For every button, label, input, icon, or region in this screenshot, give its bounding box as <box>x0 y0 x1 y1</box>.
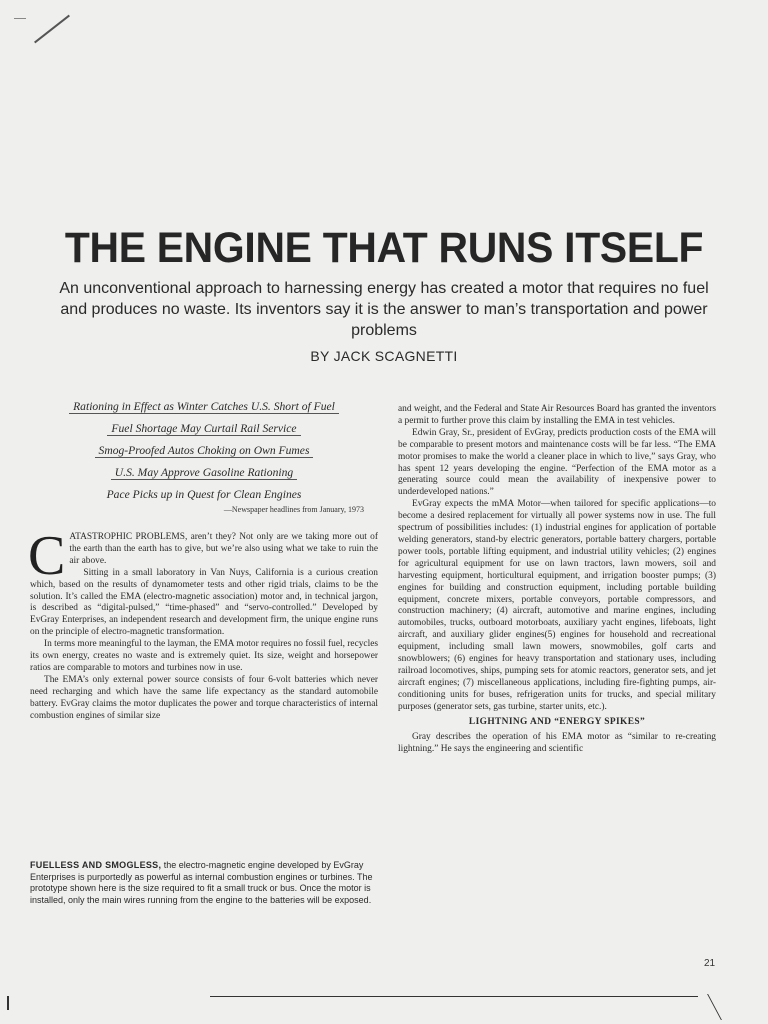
paragraph: The EMA’s only external power source consists of four 6-volt batteries which never need recharging and which have the same life expectancy as the standard automobile battery. EvGray claims the motor duplicates the power and torque characteristics of internal combustion engines of similar size <box>30 674 378 721</box>
paragraph: and weight, and the Federal and State Air Resources Board has granted the inventors a permit to further prove this claim by installing the EMA in test vehicles. <box>398 404 716 426</box>
section-subhead: LIGHTNING AND “ENERGY SPIKES” <box>468 716 646 727</box>
drop-cap: C <box>28 525 66 587</box>
right-column <box>398 404 716 756</box>
article-subtitle: An unconventional approach to harnessing energy has created a motor that requires no fuel and produces no waste. Its inventors say it is the answer to man’s transportation and power problems <box>59 280 709 339</box>
caption-lead: FUELLESS AND SMOGLESS, <box>30 860 162 870</box>
headline-item: U.S. May Approve Gasoline Rationing <box>30 462 378 484</box>
left-column <box>30 396 378 723</box>
paragraph: Sitting in a small laboratory in Van Nuys, California is a curious creation which, based on the results of dynamometer tests and other rigid trials, claims to be the solution. It’s called the EMA (electro-magnetic association) motor and, in technical jargon, is described as “digital-pulsed,” “time-phased” and “servo-controlled.” Developed by EvGray Enterprises, an independent research and development firm, the unique engine runs on the principle of electro-magnetic transformation. <box>30 567 378 638</box>
pen-mark <box>34 15 70 44</box>
page-number: 21 <box>704 958 716 969</box>
pen-mark-small <box>14 18 26 19</box>
paragraph: EvGray expects the mMA Motor—when tailored for specific applications—to become a desired replacement for virtually all power systems now in use. The full spectrum of possibilities includes: (1) industrial engines for application of portable welding generators, stand-by electric generators, portable battery chargers, portable power tools, portable lifting equipment, and industrial utility vehicles; (2) engines for agricultural equipment for use on lawn tractors, lawn mowers, soil and harvesting equipment, horticultural equipment, and irrigation booster pumps; (3) engines for building and construction equipment, including portable building equipment, concrete mixers, portable conveyors, portable compressors, and construction machinery; (4) aircraft, automotive and marine engines, including automobiles, trucks, outboard motorboats, auxiliary yacht engines, lifeboats, light aircraft, and auxiliary glider engines(5) engines for household and recreational equipment, including small lawn mowers, snowmobiles, golf carts and snowblowers; (6) engines for heavy transportation and stationary uses, including railroad locomotives, ships, pumping sets for atomic reactors, generator sets, and jet aircraft engines; (7) miscellaneous applications, including fire-fighting pumps, air-conditioning units for buses, refrigeration units for trucks, and special military purposes (generator sets, gas turbine, starter units, etc.). <box>398 499 716 712</box>
headline-item: Smog-Proofed Autos Choking on Own Fumes <box>30 440 378 462</box>
photo-caption <box>30 860 380 906</box>
footer-curve <box>687 994 722 1020</box>
headline-item: Rationing in Effect as Winter Catches U.S. Short of Fuel <box>30 396 378 418</box>
headline-item: Pace Picks up in Quest for Clean Engines <box>106 488 302 501</box>
paragraph: CATASTROPHIC PROBLEMS, aren’t they? Not only are we taking more out of the earth than the earth has to give, but we’re also using what we take to ruin the air above. <box>28 525 378 587</box>
headline-item: Fuel Shortage May Curtail Rail Service <box>30 418 378 440</box>
paragraph: Edwin Gray, Sr., president of EvGray, predicts production costs of the EMA will be comparable to present motors and maintenance costs will be far less. “The EMA motor promises to make the world a cleaner place in which to live,” says Gray, who has spent 12 years developing the engine. “Perfection of the EMA motor as a generating source could mean the availability of inexpensive power to underdeveloped nations.” <box>398 427 716 498</box>
left-body <box>28 525 378 723</box>
paragraph: Gray describes the operation of his EMA motor as “similar to re-creating lightning.” He says the engineering and scientific <box>398 732 716 755</box>
caption-text: the electro-magnetic engine developed by EvGray Enterprises is purportedly as powerful as internal combustion engines or turbines. The prototype shown here is the size required to fit a small truck or bus. Once the motor is installed, only the main wires running from the engine to the batteries will be exposed. <box>30 860 373 905</box>
footer-rule <box>210 996 698 997</box>
headline-list <box>30 396 378 506</box>
paragraph: In terms more meaningful to the layman, the EMA motor requires no fossil fuel, recycles its own energy, creates no waste and is extremely quiet. Its size, weight and horsepower ratios are comparable to motors and turbines now in use. <box>30 639 378 673</box>
article-byline: BY JACK SCAGNETTI <box>310 348 458 364</box>
article-title: THE ENGINE THAT RUNS ITSELF <box>64 224 704 272</box>
edge-mark <box>7 996 9 1010</box>
headline-source: —Newspaper headlines from January, 1973 <box>223 505 364 514</box>
